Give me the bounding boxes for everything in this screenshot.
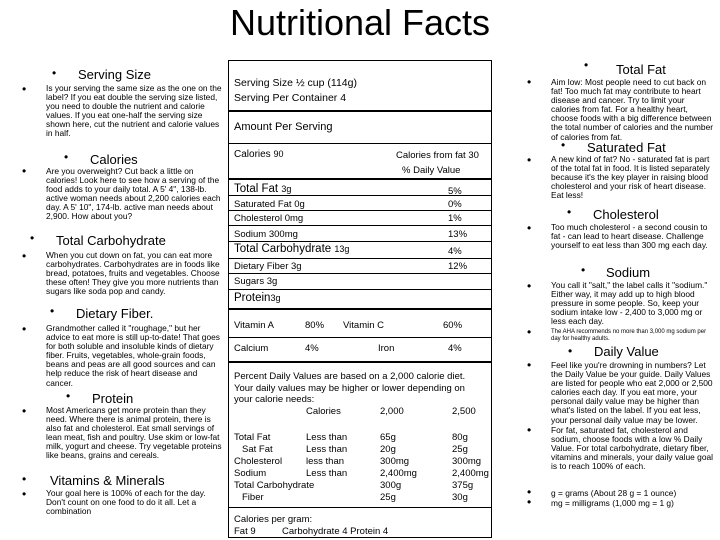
- footnote-row-name: Fiber: [242, 492, 264, 503]
- bullet-icon: •: [22, 404, 27, 418]
- divider: [228, 337, 492, 338]
- label-calories: [234, 149, 283, 160]
- divider: [228, 195, 492, 196]
- footnote-row-name: Sodium: [234, 468, 267, 479]
- calories-value: 90: [273, 149, 284, 159]
- bullet-icon: •: [581, 263, 586, 277]
- label-amount-per-serving: Amount Per Serving: [234, 121, 333, 133]
- footnote-row-2000: 25g: [380, 492, 396, 503]
- bullet-icon: •: [66, 389, 71, 403]
- iron-percent: 4%: [448, 343, 462, 354]
- vitamin-a-percent: 80%: [305, 320, 325, 331]
- bullet-icon: •: [22, 249, 27, 263]
- footnote-row-2500: 2,400mg: [452, 468, 489, 479]
- divider: [228, 289, 492, 290]
- label-servings-per-container: Serving Per Container 4: [234, 92, 347, 104]
- label-serving-size: Serving Size ½ cup (114g): [234, 77, 357, 89]
- divider: [228, 225, 492, 226]
- vitamin-a-label: Vitamin A: [234, 320, 274, 331]
- footnote-row-2500: 25g: [452, 444, 468, 455]
- footnote-row-name: Total Fat: [234, 432, 271, 443]
- vitamin-c-label: Vitamin C: [343, 320, 385, 331]
- calcium-percent: 4%: [305, 343, 319, 354]
- footnote-text: Percent Daily Values are based on a 2,000 calorie diet. Your daily values may be higher or lower depending on your calorie needs:: [234, 371, 466, 405]
- divider: [228, 507, 492, 508]
- carbohydrate-text: When you cut down on fat, you can eat more carbohydrates. Carbohydrates are in foods like bread, potatoes, fruits and vegetables. Choose these often! They give you more nutrients than sugars like soda pop and candy.: [46, 250, 220, 297]
- nutrient-value: 3g: [281, 184, 292, 194]
- daily-value-text: Feel like you're drowning in numbers? Let the Daily Value be your guide. Daily Values are listed for people who eat 2,000 or 2,500 calories each day. If you eat more, your personal daily value may be higher than what's listed on the label. If you eat less, your personal daily value may be lower.: [551, 360, 713, 425]
- bullet-icon: •: [527, 221, 532, 235]
- sodium-heading: Sodium: [606, 265, 651, 280]
- footnote-row-name: Total Carbohydrate: [234, 480, 315, 491]
- divider: [228, 178, 492, 180]
- nutrient-value: 3g: [270, 293, 281, 303]
- nutrient-percent: 5%: [448, 186, 462, 197]
- footnote-row-2500: 80g: [452, 432, 468, 443]
- footnote-row-2500: 375g: [452, 480, 474, 491]
- footnote-row-2000: 2,400mg: [380, 468, 417, 479]
- footnote-col-2000: 2,000: [380, 406, 404, 417]
- label-calories-from-fat: Calories from fat 30: [396, 150, 479, 161]
- carbohydrate-heading: Total Carbohydrate: [56, 233, 166, 248]
- nutrient-row: [234, 292, 280, 304]
- bullet-icon: •: [561, 138, 566, 152]
- milligrams-text: mg = milligrams (1,000 mg = 1 g): [551, 498, 674, 508]
- divider: [228, 273, 492, 274]
- aha-note: The AHA recommends no more than 3,000 mg sodium per day for healthy adults.: [551, 329, 707, 342]
- footnote-row-qualifier: Less than: [306, 468, 348, 479]
- bullet-icon: •: [30, 231, 35, 245]
- protein-heading: Protein: [92, 391, 134, 406]
- nutrient-percent: 1%: [448, 213, 462, 224]
- protein-text: Most Americans get more protein than they need. Where there is animal protein, there is also fat and cholesterol. Eat small servings of lean meat, fish and poultry. Use skim or low-fat milk, yogurt and cheese. Try vegetable proteins like beans, grains and cereals.: [46, 405, 222, 461]
- iron-label: Iron: [378, 343, 395, 354]
- calories-heading: Calories: [90, 152, 138, 167]
- divider: [228, 361, 492, 363]
- label-daily-value-header: % Daily Value: [402, 165, 461, 176]
- fiber-heading: Dietary Fiber.: [76, 306, 154, 321]
- bullet-icon: •: [527, 358, 532, 372]
- saturated-fat-heading: Saturated Fat: [587, 140, 666, 155]
- footnote-calories-label: Calories: [306, 406, 341, 417]
- nutrient-row: Saturated Fat 0g: [234, 199, 305, 210]
- divider: [228, 258, 492, 259]
- total-fat-text: Aim low: Most people need to cut back on fat! Too much fat may contribute to heart disease and cancer. Try to limit your calories from fat. For a healthy heart, choose foods with a big difference between the total number of calories and the number of calories from fat.: [551, 77, 714, 142]
- calcium-label: Calcium: [234, 343, 269, 354]
- footnote-row-qualifier: Less than: [306, 444, 348, 455]
- nutrient-value: 13g: [334, 244, 350, 254]
- serving-size-text: Is your serving the same size as the one on the label? If you eat double the serving size listed, you need to double the nutrient and calorie values. If you eat one-half the serving size shown here, cut the nutrient and calorie values in half.: [46, 83, 222, 139]
- footnote-row-2500: 300mg: [452, 456, 482, 467]
- bullet-icon: •: [50, 304, 55, 318]
- footnote-row-qualifier: Less than: [306, 432, 348, 443]
- nutrient-percent: 4%: [448, 246, 462, 257]
- vitamins-text: Your goal here is 100% of each for the day. Don't count on one food to do it all. Let a combination: [46, 488, 206, 517]
- bullet-icon: •: [568, 344, 573, 358]
- calories-per-gram-label: Calories per gram:: [234, 514, 313, 525]
- bullet-icon: •: [527, 485, 532, 499]
- divider: [228, 110, 492, 112]
- sodium-text: You call it "salt," the label calls it "sodium." Either way, it may add up to high blood pressure in some people. So, keep your sodium intake low - 2,400 to 3,000 mg or less each day.: [551, 280, 708, 327]
- grams-text: g = grams (About 28 g = 1 ounce): [551, 488, 677, 498]
- bullet-icon: •: [64, 150, 69, 164]
- page-title: Nutritional Facts: [229, 2, 491, 43]
- divider: [228, 143, 492, 144]
- fat-tip-text: For fat, saturated fat, cholesterol and sodium, choose foods with a low % Daily Value. For total carbohydrate, dietary fiber, vitamins and minerals, your daily value goal is to reach 100% of each.: [551, 425, 713, 472]
- nutrient-row: Dietary Fiber 3g: [234, 261, 302, 272]
- calories-per-gram-values: Fat 9 Carbohydrate 4 Protein 4: [234, 526, 389, 537]
- bullet-icon: •: [584, 58, 589, 72]
- footnote-row-2000: 300g: [380, 480, 402, 491]
- divider: [228, 241, 492, 242]
- bullet-icon: •: [22, 487, 27, 501]
- footnote-row-2000: 20g: [380, 444, 396, 455]
- footnote-row-2500: 30g: [452, 492, 468, 503]
- nutrient-name: Total Carbohydrate: [234, 243, 332, 255]
- cholesterol-heading: Cholesterol: [593, 207, 659, 222]
- nutrient-row: Sugars 3g: [234, 276, 278, 287]
- footnote-col-2500: 2,500: [452, 406, 476, 417]
- bullet-icon: •: [527, 495, 532, 509]
- calories-label: Calories: [234, 149, 271, 160]
- nutrient-row: Cholesterol 0mg: [234, 213, 304, 224]
- footnote-row-qualifier: less than: [306, 456, 345, 467]
- bullet-icon: •: [22, 322, 27, 336]
- serving-size-heading: Serving Size: [78, 67, 151, 82]
- bullet-icon: •: [527, 153, 532, 167]
- nutrient-percent: 13%: [448, 229, 468, 240]
- bullet-icon: •: [22, 82, 27, 96]
- bullet-icon: •: [52, 66, 57, 80]
- divider: [228, 210, 492, 211]
- footnote-row-2000: 65g: [380, 432, 396, 443]
- nutrient-percent: 12%: [448, 261, 468, 272]
- bullet-icon: •: [527, 325, 532, 339]
- bullet-icon: •: [567, 205, 572, 219]
- nutrient-row: Sodium 300mg: [234, 229, 298, 240]
- bullet-icon: •: [22, 164, 27, 178]
- nutrient-name: Total Fat: [234, 183, 279, 195]
- footnote-row-2000: 300mg: [380, 456, 410, 467]
- nutrient-percent: 0%: [448, 199, 462, 210]
- divider: [228, 308, 492, 310]
- bullet-icon: •: [527, 75, 532, 89]
- vitamin-c-percent: 60%: [443, 320, 463, 331]
- total-fat-heading: Total Fat: [616, 62, 666, 77]
- nutrient-row: [234, 183, 291, 195]
- vitamins-heading: Vitamins & Minerals: [50, 473, 165, 488]
- bullet-icon: •: [527, 423, 532, 437]
- daily-value-heading: Daily Value: [594, 344, 659, 359]
- saturated-fat-text: A new kind of fat? No - saturated fat is part of the total fat in food. It is listed separately because it's the key player in raising blood cholesterol and your risk of heart disease. Eat less!: [551, 154, 710, 201]
- bullet-icon: •: [22, 472, 27, 486]
- nutrient-name: Protein: [234, 292, 271, 304]
- footnote-row-name: Sat Fat: [242, 444, 273, 455]
- footnote-row-name: Cholesterol: [234, 456, 283, 467]
- cholesterol-text: Too much cholesterol - a second cousin to fat - can lead to heart disease. Challenge yourself to eat less than 300 mg each day.: [551, 222, 708, 251]
- nutrient-row: [234, 243, 349, 255]
- bullet-icon: •: [527, 279, 532, 293]
- fiber-text: Grandmother called it "roughage," but her advice to eat more is still up-to-date! That goes for both soluble and insoluble kinds of dietary fiber. Fruits, vegetables, whole-grain foods, beans and peas are all good sources and can help reduce the risk of heart disease and cancer.: [46, 323, 220, 388]
- calories-text: Are you overweight? Cut back a little on calories! Look here to see how a serving of the food adds to your daily total. A 5' 4", 138-lb. active woman needs about 2,200 calories each day. A 5' 10", 174-lb. active man needs about 2,900. How about you?: [46, 166, 221, 222]
